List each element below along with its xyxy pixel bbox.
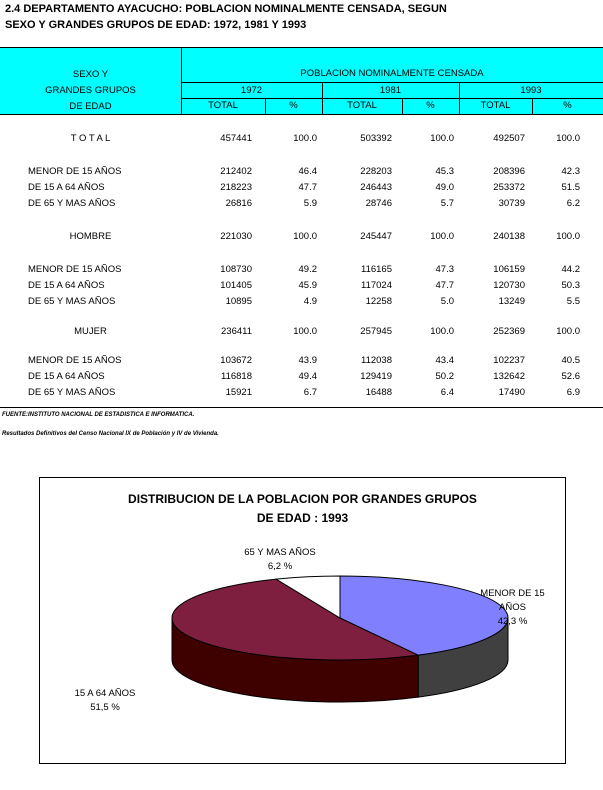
chart-title-line1: DISTRIBUCION DE LA POBLACION POR GRANDES GRUPOS — [128, 492, 477, 506]
pct-cell: 43.4 — [435, 355, 454, 366]
total-cell: 120730 — [493, 280, 525, 291]
total-cell: 17490 — [498, 387, 525, 398]
total-cell: 132642 — [493, 371, 525, 382]
total-cell: 236411 — [221, 326, 252, 337]
pct-cell: 49.4 — [298, 371, 317, 382]
pct-cell: 40.5 — [561, 355, 580, 366]
row-label: MENOR DE 15 AÑOS — [28, 355, 122, 366]
total-cell: 26816 — [225, 198, 252, 209]
pct-cell: 100.0 — [293, 231, 317, 242]
total-cell: 30739 — [498, 198, 525, 209]
total-cell: 108730 — [220, 264, 252, 275]
pct-cell: 100.0 — [430, 326, 454, 337]
total-cell: 10895 — [225, 296, 252, 307]
total-cell: 103672 — [220, 355, 252, 366]
total-cell: 117024 — [361, 280, 392, 291]
stub-header-line3: DE EDAD — [69, 101, 112, 112]
pct-cell: 42.3 — [561, 166, 580, 177]
total-cell: 13249 — [498, 296, 525, 307]
stub-header-line1: SEXO Y — [72, 69, 109, 80]
total-cell: 16488 — [365, 387, 392, 398]
total-1993-header: TOTAL — [480, 100, 511, 111]
total-cell: 257945 — [360, 326, 392, 337]
pct-cell: 5.9 — [303, 198, 317, 209]
total-cell: 253372 — [493, 182, 525, 193]
pct-cell: 45.9 — [298, 280, 317, 291]
total-cell: 116165 — [361, 264, 392, 275]
total-cell: 102237 — [493, 355, 525, 366]
group-header: POBLACION NOMINALMENTE CENSADA — [300, 68, 484, 79]
pie-chart-panel — [39, 477, 566, 764]
pct-cell: 49.2 — [298, 264, 317, 275]
year-1993-header: 1993 — [520, 85, 542, 96]
slice-label-menor-15: MENOR DE 15 AÑOS 42,3 % — [480, 588, 545, 627]
year-1972-header: 1972 — [240, 85, 263, 96]
total-cell: 245447 — [360, 231, 392, 242]
row-label: MUJER — [74, 326, 107, 337]
pct-cell: 4.9 — [303, 296, 317, 307]
pct-cell: 49.0 — [435, 182, 454, 193]
pct-1993-header: % — [563, 100, 572, 111]
pct-cell: 100.0 — [556, 231, 580, 242]
pct-cell: 47.7 — [298, 182, 317, 193]
pct-cell: 50.2 — [435, 371, 454, 382]
pct-cell: 51.5 — [561, 182, 580, 193]
pct-cell: 100.0 — [556, 326, 580, 337]
total-cell: 240138 — [493, 231, 525, 242]
pct-cell: 52.6 — [561, 371, 580, 382]
pct-1972-header: % — [289, 100, 298, 111]
pct-cell: 6.9 — [566, 387, 580, 398]
pct-cell: 100.0 — [293, 326, 317, 337]
total-cell: 212402 — [220, 166, 252, 177]
row-label: DE 65 Y MAS AÑOS — [28, 296, 116, 307]
source-note: FUENTE:INSTITUTO NACIONAL DE ESTADISTICA E INFORMATICA. — [2, 412, 195, 418]
pct-cell: 5.7 — [440, 198, 454, 209]
pct-cell: 100.0 — [293, 133, 317, 144]
total-cell: 221030 — [220, 231, 252, 242]
total-cell: 116818 — [221, 371, 252, 382]
total-cell: 208396 — [493, 166, 525, 177]
total-cell: 228203 — [360, 166, 392, 177]
row-label: HOMBRE — [69, 231, 112, 242]
pct-cell: 46.4 — [298, 166, 317, 177]
row-label: T O T A L — [70, 133, 111, 144]
pct-cell: 47.3 — [435, 264, 454, 275]
table-title-line2: SEXO Y GRANDES GRUPOS DE EDAD: 1972, 1981 Y 1993 — [5, 19, 307, 31]
pct-cell: 43.9 — [298, 355, 317, 366]
total-cell: 218223 — [220, 182, 252, 193]
total-cell: 106159 — [493, 264, 525, 275]
results-note: Resultados Definitivos del Censo Nacional IX de Población y IV de Vivienda. — [2, 431, 219, 437]
pct-cell: 5.0 — [440, 296, 454, 307]
total-1981-header: TOTAL — [347, 100, 377, 111]
pct-cell: 6.4 — [440, 387, 454, 398]
pct-cell: 47.7 — [435, 280, 454, 291]
pct-cell: 6.7 — [303, 387, 317, 398]
row-label: DE 15 A 64 AÑOS — [28, 280, 105, 291]
total-cell: 457441 — [220, 133, 252, 144]
row-label: DE 65 Y MAS AÑOS — [28, 198, 116, 209]
total-cell: 129419 — [360, 371, 392, 382]
total-cell: 12258 — [365, 296, 392, 307]
table-title-line1: 2.4 DEPARTAMENTO AYACUCHO: POBLACION NOMINALMENTE CENSADA, SEGUN — [5, 3, 447, 15]
slice-label-15-64: 15 A 64 AÑOS 51,5 % — [74, 688, 136, 713]
pct-cell: 6.2 — [566, 198, 580, 209]
total-cell: 252369 — [493, 326, 525, 337]
pct-cell: 100.0 — [556, 133, 580, 144]
year-1981-header: 1981 — [379, 85, 402, 96]
pct-cell: 44.2 — [561, 264, 580, 275]
total-cell: 492507 — [493, 133, 525, 144]
total-cell: 503392 — [360, 133, 392, 144]
total-cell: 246443 — [360, 182, 392, 193]
total-cell: 112038 — [361, 355, 392, 366]
pct-cell: 5.5 — [566, 296, 580, 307]
row-label: DE 65 Y MAS AÑOS — [28, 387, 116, 398]
stub-header-line2: GRANDES GRUPOS — [45, 85, 136, 96]
slice-label-65-mas: 65 Y MAS AÑOS 6,2 % — [244, 547, 316, 572]
pct-1981-header: % — [426, 100, 435, 111]
pct-cell: 45.3 — [435, 166, 454, 177]
row-label: MENOR DE 15 AÑOS — [28, 264, 122, 275]
total-cell: 28746 — [365, 198, 392, 209]
pct-cell: 50.3 — [561, 280, 580, 291]
row-label: DE 15 A 64 AÑOS — [28, 371, 105, 382]
chart-title-line2: DE EDAD : 1993 — [256, 511, 349, 525]
pct-cell: 100.0 — [430, 133, 454, 144]
total-cell: 101405 — [220, 280, 252, 291]
total-1972-header: TOTAL — [208, 100, 238, 111]
pct-cell: 100.0 — [430, 231, 454, 242]
row-label: DE 15 A 64 AÑOS — [28, 182, 105, 193]
total-cell: 15921 — [225, 387, 252, 398]
row-label: MENOR DE 15 AÑOS — [28, 166, 122, 177]
